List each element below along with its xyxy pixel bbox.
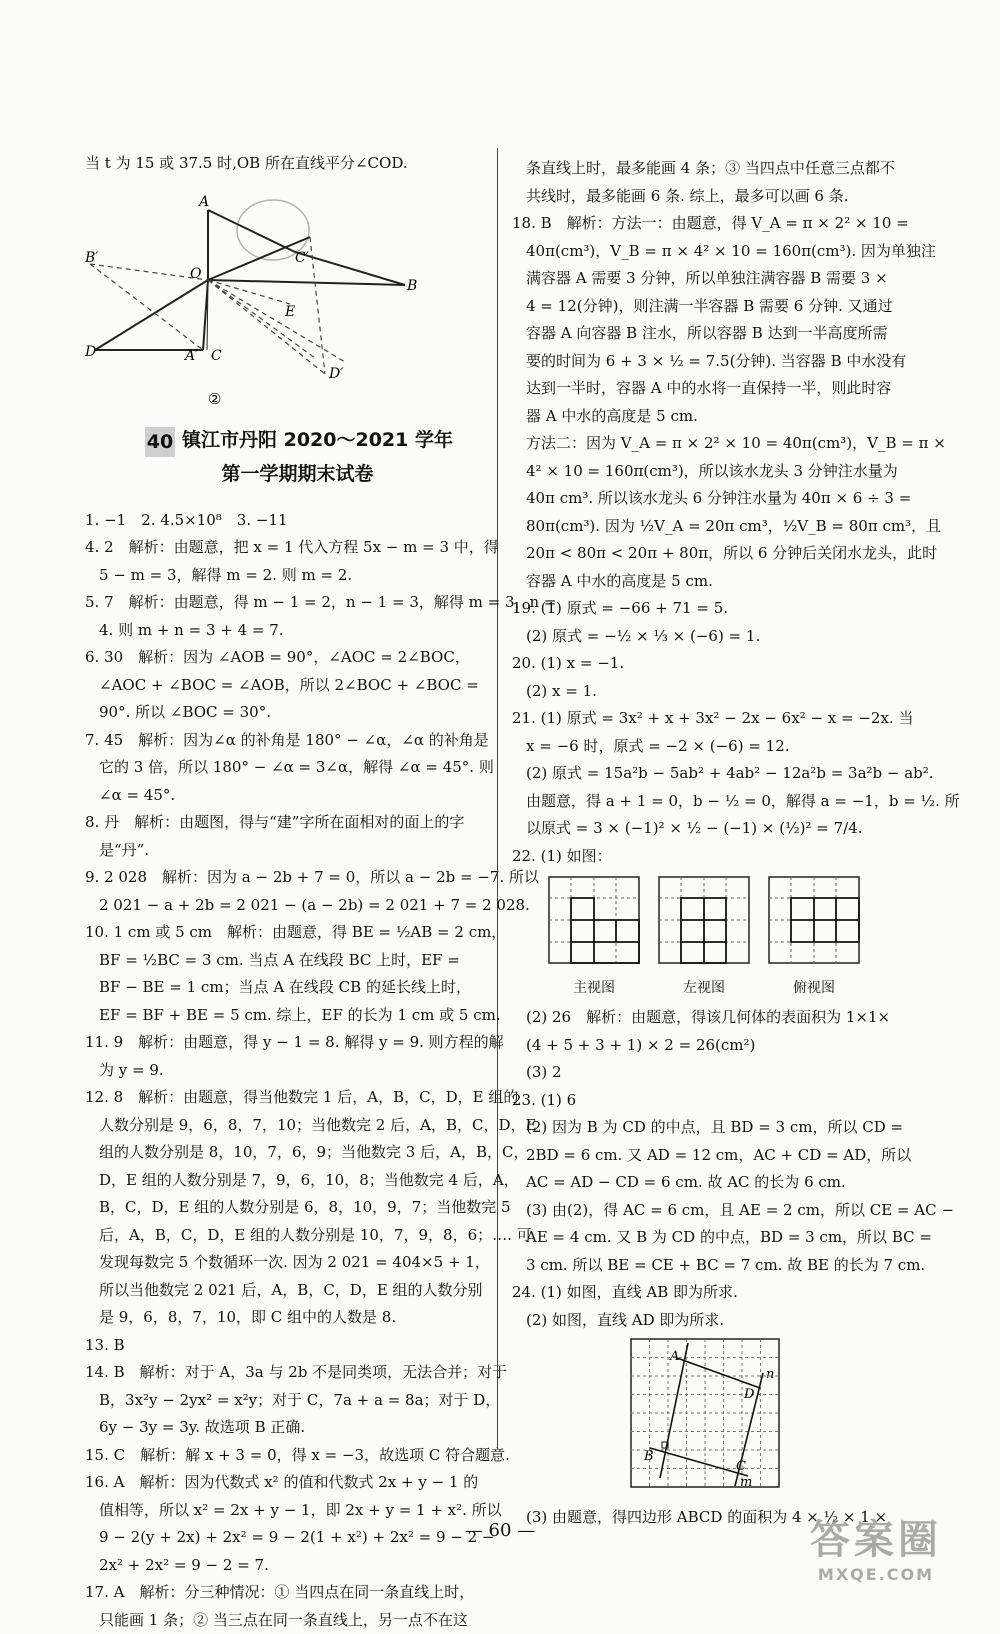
right-column [512,155,932,1531]
label-C: C [736,1459,746,1474]
answer-line: 4. 2 解析：由题意，把 x = 1 代入方程 5x − m = 3 中，得 [85,534,510,562]
answer-line: (2) 原式 = 15a²b − 5ab² + 4ab² − 12a²b = 3a²b − ab². [512,760,932,788]
answer-line: 16. A 解析：因为代数式 x² 的值和代数式 2x + y − 1 的 [85,1469,510,1497]
answer-line: 12. 8 解析：由题意，得当他数完 1 后，A，B，C，D，E 组的 [85,1084,510,1112]
label-B: B [406,278,417,294]
answer-line: 2x² + 2x² = 9 − 2 = 7. [85,1552,510,1580]
answer-line: 所以当他数完 2 021 后，A，B，C，D，E 组的人数分别 [85,1277,510,1305]
section-number: 40 [145,427,175,457]
answer-line: B，C，D，E 组的人数分别是 6，8，10，9，7；当他数完 5 [85,1194,510,1222]
front-view-grid [548,876,640,964]
answer-line: BF = ½BC = 3 cm. 当点 A 在线段 BC 上时，EF = [85,947,510,975]
answer-line: AC = AD − CD = 6 cm. 故 AC 的长为 6 cm. [512,1169,932,1197]
answer-line: 90°. 所以 ∠BOC = 30°. [85,699,510,727]
front-view [548,876,640,1002]
answer-line: 值相等，所以 x² = 2x + y − 1，即 2x + y = 1 + x². 所以 [85,1497,510,1525]
answer-line: (2) 如图，直线 AD 即为所求. [512,1307,932,1335]
section-title-line1: 镇江市丹阳 2020～2021 学年 [85,423,510,457]
watermark-url: MXQE.COM [810,1565,942,1584]
angle-figure [85,182,510,417]
answer-line: 22. (1) 如图： [512,843,932,871]
label-B-prime: B′ [84,250,99,266]
answer-line: 人数分别是 9，6，8，7，10；当他数完 2 后，A，B，C，D，E [85,1112,510,1140]
answer-line: (2) 26 解析：由题意，得该几何体的表面积为 1×1× [512,1004,932,1032]
answer-line: (2) x = 1. [512,678,932,706]
label-B: B [643,1449,654,1464]
answer-line: 4 = 12(分钟)，则注满一半容器 B 需要 6 分钟. 又通过 [512,293,932,321]
answer-line: 器 A 中水的高度是 5 cm. [512,403,932,431]
answer-line: (2) 原式 = −½ × ⅓ × (−6) = 1. [512,623,932,651]
answer-line: 4² × 10 = 160π(cm³)，所以该水龙头 3 分钟注水量为 [512,458,932,486]
answer-line: 13. B [85,1332,510,1360]
page-number: — 60 — [0,1520,1000,1541]
answer-line: B，3x²y − 2yx² = x²y；对于 C，7a + a = 8a；对于 D， [85,1387,510,1415]
three-views-figure [548,876,932,1002]
label-m: m [740,1475,752,1490]
answer-line: 5 − m = 3，解得 m = 2. 则 m = 2. [85,562,510,590]
left-answer-list [85,507,510,1634]
answer-line: x = −6 时，原式 = −2 × (−6) = 12. [512,733,932,761]
answer-line: 由题意，得 a + 1 = 0，b − ½ = 0，解得 a = −1，b = ½. 所 [512,788,932,816]
answer-line: 40π(cm³)，V_B = π × 4² × 10 = 160π(cm³). 因为单独注 [512,238,932,266]
section-title-line2: 第一学期期末试卷 [85,457,510,491]
figure-caption: ② [208,390,221,408]
answer-line: 它的 3 倍，所以 180° − ∠α = 3∠α，解得 ∠α = 45°. 则 [85,754,510,782]
answer-line: 15. C 解析：解 x + 3 = 0，得 x = −3，故选项 C 符合题意. [85,1442,510,1470]
top-view-label: 俯视图 [768,975,860,1003]
watermark-logo [810,1508,942,1584]
answer-line: 容器 A 向容器 B 注水，所以容器 B 达到一半高度所需 [512,320,932,348]
top-view [768,876,860,1002]
section-header [85,423,510,499]
answer-line: AE = 4 cm. 又 B 为 CD 的中点，BD = 3 cm，所以 BC = [512,1224,932,1252]
answer-line: 23. (1) 6 [512,1087,932,1115]
label-A: A [669,1349,679,1364]
answer-line: 1. −1 2. 4.5×10⁸ 3. −11 [85,507,510,535]
answer-line: 6y − 3y = 3y. 故选项 B 正确. [85,1414,510,1442]
answer-line: 要的时间为 6 + 3 × ½ = 7.5(分钟). 当容器 B 中水没有 [512,348,932,376]
text-line: 当 t 为 15 或 37.5 时,OB 所在直线平分∠COD. [85,150,510,178]
answer-line: 达到一半时，容器 A 中的水将一直保持一半，则此时容 [512,375,932,403]
label-C-prime: C′ [295,250,310,266]
label-A-prime: A′ [183,348,199,364]
answer-line: 共线时，最多能画 6 条. 综上，最多可以画 6 条. [512,183,932,211]
answer-line: 9. 2 028 解析：因为 a − 2b + 7 = 0，所以 a − 2b = −7. 所以 [85,864,510,892]
front-view-label: 主视图 [548,975,640,1003]
answer-line: 满容器 A 需要 3 分钟，所以单独注满容器 B 需要 3 × [512,265,932,293]
answer-line: 容器 A 中水的高度是 5 cm. [512,568,932,596]
answer-line: (4 + 5 + 3 + 1) × 2 = 26(cm²) [512,1032,932,1060]
answer-line: 2 021 − a + 2b = 2 021 − (a − 2b) = 2 021 + 7 = 2 028. [85,892,510,920]
left-column [85,150,510,1634]
label-D: D [743,1387,755,1402]
text-line: (3) 由题意，得四边形 ABCD 的面积为 4 × ½ × 1 × [512,1504,932,1532]
answer-line: BF − BE = 1 cm；当点 A 在线段 CB 的延长线上时， [85,974,510,1002]
quadrilateral-grid [630,1338,780,1488]
answer-line: (3) 由(2)，得 AC = 6 cm，且 AE = 2 cm，所以 CE = AC − [512,1197,932,1225]
answer-line: 18. B 解析：方法一：由题意，得 V_A = π × 2² × 10 = [512,210,932,238]
answer-line: 是“丹”. [85,837,510,865]
answer-line: 7. 45 解析：因为∠α 的补角是 180° − ∠α，∠α 的补角是 [85,727,510,755]
label-E: E [284,304,295,320]
label-A: A [197,194,209,210]
answer-line: ∠α = 45°. [85,782,510,810]
answer-line: 19. (1) 原式 = −66 + 71 = 5. [512,595,932,623]
answer-line: 为 y = 9. [85,1057,510,1085]
answer-line: 11. 9 解析：由题意，得 y − 1 = 8. 解得 y = 9. 则方程的解 [85,1029,510,1057]
answer-line: EF = BF + BE = 5 cm. 综上，EF 的长为 1 cm 或 5 cm. [85,1002,510,1030]
answer-line: 6. 30 解析：因为 ∠AOB = 90°，∠AOC = 2∠BOC， [85,644,510,672]
answer-line: 5. 7 解析：由题意，得 m − 1 = 2，n − 1 = 3，解得 m = 3，n = [85,589,510,617]
answer-line: 40π cm³. 所以该水龙头 6 分钟注水量为 40π × 6 ÷ 3 = [512,485,932,513]
answer-line: 以原式 = 3 × (−1)² × ½ − (−1) × (½)² = 7/4. [512,815,932,843]
answer-line: 14. B 解析：对于 A，3a 与 2b 不是同类项，无法合并；对于 [85,1359,510,1387]
answer-line: 条直线上时，最多能画 4 条；③ 当四点中任意三点都不 [512,155,932,183]
answer-line: 4. 则 m + n = 3 + 4 = 7. [85,617,510,645]
answer-line: (3) 2 [512,1059,932,1087]
answer-line: 方法二：因为 V_A = π × 2² × 10 = 40π(cm³)，V_B = π × [512,430,932,458]
answer-line: 10. 1 cm 或 5 cm 解析：由题意，得 BE = ½AB = 2 cm， [85,919,510,947]
answer-line: 24. (1) 如图，直线 AB 即为所求. [512,1279,932,1307]
answer-line: (2) 因为 B 为 CD 的中点，且 BD = 3 cm，所以 CD = [512,1114,932,1142]
answer-line: 发现每数完 5 个数循环一次. 因为 2 021 = 404×5 + 1， [85,1249,510,1277]
label-O: O [190,266,202,282]
label-D: D [84,344,96,360]
right-answer-list-b [512,1004,932,1334]
answer-line: 80π(cm³). 因为 ½V_A = 20π cm³，½V_B = 80π cm³，且 [512,513,932,541]
answer-line: 是 9，6，8，7，10，即 C 组中的人数是 8. [85,1304,510,1332]
answer-line: ∠AOC + ∠BOC = ∠AOB，所以 2∠BOC + ∠BOC = [85,672,510,700]
answer-line: 17. A 解析：分三种情况：① 当四点在同一条直线上时， [85,1579,510,1607]
answer-line: 9 − 2(y + 2x) + 2x² = 9 − 2(1 + x²) + 2x² = 9 − 2 − [85,1524,510,1552]
left-view-grid [658,876,750,964]
answer-line: 21. (1) 原式 = 3x² + x + 3x² − 2x − 6x² − x = −2x. 当 [512,705,932,733]
angle-diagram [85,182,415,417]
left-view [658,876,750,1002]
right-answer-list-a [512,155,932,870]
answer-line: 8. 丹 解析：由题图，得与“建”字所在面相对的面上的字 [85,809,510,837]
label-C: C [211,348,222,364]
watermark-title: 答案圈 [810,1508,942,1565]
answer-line: 组的人数分别是 8，10，7，6，9；当他数完 3 后，A，B，C， [85,1139,510,1167]
answer-line: 20π < 80π < 20π + 80π，所以 6 分钟后关闭水龙头，此时 [512,540,932,568]
answer-line: 20. (1) x = −1. [512,650,932,678]
label-D-prime: D′ [328,366,344,382]
answer-line: 只能画 1 条；② 当三点在同一条直线上，另一点不在这 [85,1607,510,1634]
answer-line: 2BD = 6 cm. 又 AD = 12 cm，AC + CD = AD，所以 [512,1142,932,1170]
left-view-label: 左视图 [658,975,750,1003]
quadrilateral-figure [630,1338,932,1498]
answer-line: 后，A，B，C，D，E 组的人数分别是 10，7，9，8，6；…. 可 [85,1222,510,1250]
label-n: n [766,1367,774,1382]
answer-line: 3 cm. 所以 BE = CE + BC = 7 cm. 故 BE 的长为 7 cm. [512,1252,932,1280]
top-view-grid [768,876,860,964]
answer-line: D，E 组的人数分别是 7，9，6，10，8；当他数完 4 后，A， [85,1167,510,1195]
